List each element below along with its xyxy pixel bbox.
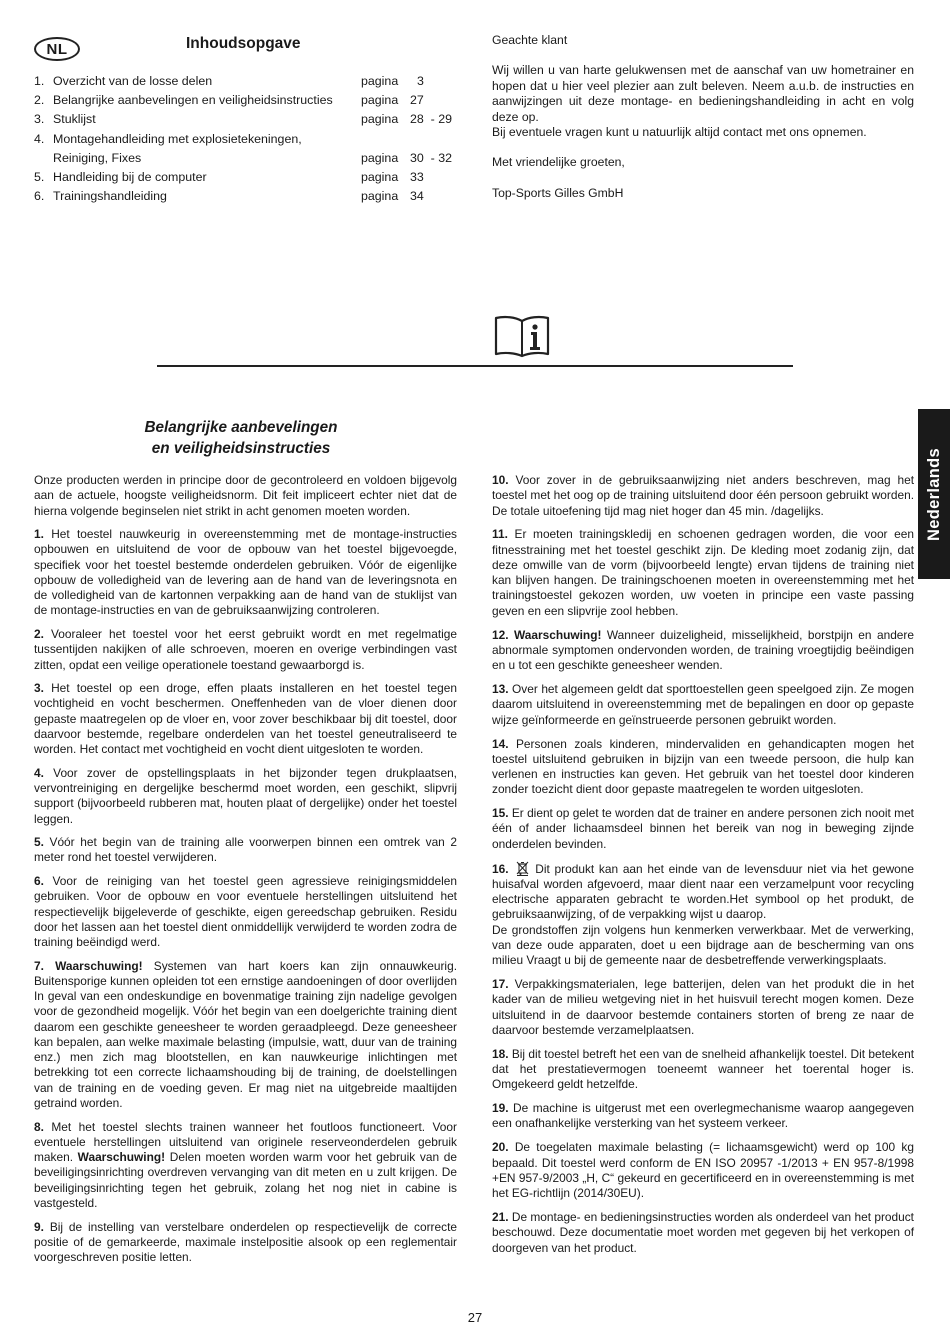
instruction-8: 8. Met het toestel slechts trainen wanneer het foutloos functioneert. Voor eventuele herstellingen uitsluitend van originele reserveonderdelen gebruik maken. Waarschuwing! Delen moeten worden warm voor het gebruik van de beveiligingsinrichting overdreven vervanging van dit meten en u zult krijgen. De beveiligingsinrichting tegen het gebruik, zolang het nog niet in cabine is vastgesteld. xyxy=(34,1119,457,1210)
instruction-5: 5. Vóór het begin van de training alle voorwerpen binnen een omtrek van 2 meter rond het toestel verwijderen. xyxy=(34,835,457,865)
manual-info-icon xyxy=(493,314,551,358)
instruction-3: 3. Het toestel op een droge, effen plaats installeren en het toestel tegen vochtigheid en vocht beschermen. Oneffenheden van de vloer dienen door gepaste maatregelen op de vloer en, voor zover beschikbaar bij dit toestel, door daarvoor bestemde, regelbare onderdelen van het toestel geneutraliseerd te worden. Het contact met vochtigheid en vocht dient uitgesloten te worden. xyxy=(34,681,457,757)
toc-item: 3. Stuklijst pagina 28 - 29 xyxy=(34,112,453,127)
instruction-4: 4. Voor zover de opstellingsplaats in het bijzonder tegen drukplaatsen, vervontreiniging en dergelijke beschermd moet worden, een geschikt, slipvrij support (bijvoorbeeld rubberen mat, houten plaat of dergelijke) onder het toestel leggen. xyxy=(34,765,457,826)
section-divider xyxy=(157,365,793,367)
left-column xyxy=(34,473,457,1274)
instruction-15: 15. Er dient op gelet te worden dat de trainer en andere personen zich nooit met één of ander lichaamsdeel binnen het bereik van nog in beweging zijnde onderdelen bevinden. xyxy=(492,806,914,851)
instruction-21: 21. De montage- en bedieningsinstructies worden als onderdeel van het product beschouwd. Deze documentatie moet worden met gegeven bij het verkopen of doorgeven van het product. xyxy=(492,1210,914,1255)
instruction-2: 2. Vooraleer het toestel voor het eerst gebruikt wordt en met regelmatige tussentijden nakijken of alle schroeven, moeren en overige verbindingen vast zitten, opdat een veilige operationele toestand gewaarborgd is. xyxy=(34,627,457,672)
toc-item: 6. Trainingshandleiding pagina 34 xyxy=(34,189,424,204)
section-title: Belangrijke aanbevelingen en veiligheidsinstructies xyxy=(144,419,338,457)
instruction-13: 13. Over het algemeen geldt dat sporttoestellen geen speelgoed zijn. Ze mogen daarom uitsluitend in overeenstemming met de bepalingen en door op gepaste wijze geïnformeerde en geïnstrueerde personen gebruikt worden. xyxy=(492,682,914,727)
instruction-14: 14. Personen zoals kinderen, mindervaliden en gehandicapten mogen het toestel uitsluitend gebruiken in bijzijn van een tweede persoon, die hulp kan verlenen en instructies kan geven. Het gebruik van het toestel door kinderen zonder toezicht dient door gepaste maatregelen te worden uitgesloten. xyxy=(492,736,914,797)
toc-item: 5. Handleiding bij de computer pagina 33 xyxy=(34,170,424,185)
greeting-body: Wij willen u van harte gelukwensen met de aanschaf van uw hometrainer en hopen dat u hier veel plezier aan zult beleven. Neem a.u.b. de instructies en aanwijzingen uit deze montage- en bedieningshandleiding in acht en volg deze op. Bij eventuele vragen kunt u natuurlijk altijd contact met ons opnemen. xyxy=(492,63,914,140)
instruction-6: 6. Voor de reiniging van het toestel geen agressieve reinigingsmiddelen gebruiken. Voor de opbouw en voor eventuele herstellingen uitsluitend het respectievelijk bijgeleverde of geschikte, eigen gereedschap gebruiken. Residu door het lassen aan het toestel dient onmiddellijk verwijderd te worden zodra de training beëindigd werd. xyxy=(34,874,457,950)
toc-item: 1. Overzicht van de losse delen pagina 3 xyxy=(34,74,424,88)
crossed-out-wheelie-bin-icon xyxy=(516,861,529,876)
table-of-contents xyxy=(34,72,464,206)
instruction-18: 18. Bij dit toestel betreft het een van de snelheid afhankelijk toestel. Dit betekent dat het prestatievermogen toeneemt wanneer het toerental hoger is. Omgekeerd geldt hetzelfde. xyxy=(492,1046,914,1092)
instruction-19: 19. De machine is uitgerust met een overlegmechanisme waarop aangegeven een onafhankelijke versterking van het systeem verkeer. xyxy=(492,1101,914,1131)
company-name: Top-Sports Gilles GmbH xyxy=(492,186,624,201)
instruction-7: 7. Waarschuwing! Systemen van hart koers kan zijn onnauwkeurig. Buitensporige kunnen opleiden tot een ernstige aandoeningen of door overlijden In geval van een ondeskundige en bovenmatige training zijn nadelige gevolgen voor de gezondheid mogelijk. Vóór het begin van een doelgerichte training dient daarom een geschikte geneesheer te worden geraadpleegd. Deze geneesheer kan bepalen, aan welke maximale belasting (impulsie, watt, duur van de training enz.) men zich mag blootstellen, en kan nauwkeurige inlichtingen met betrekking tot een correcte lichaamshouding bij de training, de doelstellingen van de training en de voeding geven. Er mag niet na uitgebreide maaltijden getraind worden. xyxy=(34,958,457,1110)
page-number: 27 xyxy=(467,1310,483,1325)
salutation: Geachte klant xyxy=(492,33,568,47)
toc-item: 4. Montagehandleiding met explosietekeningen, xyxy=(34,131,302,146)
instruction-20: 20. De toegelaten maximale belasting (= lichaamsgewicht) werd op 100 kg bepaald. Dit toestel werd conform de EN ISO 20957 -1/2013 + EN 957-8/1998 +EN 957-9/2003 „H, C“ gekeurd en gecertificeerd en in overeenstemming is met het EG-richtlijn (2014/30EU). xyxy=(492,1140,914,1201)
instruction-9: 9. Bij de instelling van verstelbare onderdelen op respectievelijk de correcte positie of de gemarkeerde, maximale instelpositie alsook op een reglementair voorgeschreven positie letten. xyxy=(34,1219,457,1265)
instruction-1: 1. Het toestel nauwkeurig in overeenstemming met de montage-instructies opbouwen en uitsluitend de voor de opbouw van het toestel bijgevoegde, specifiek voor het toestel bestemde onderdelen gebruiken. Vóór de eigenlijke opbouw de volledigheid van de levering aan de hand van de leveringsnota en de volledigheid van de kartonnen verpakking aan de hand van de stuklijst van de montage-instructies en van de gebruiksaanwijzing controleren. xyxy=(34,527,458,618)
toc-item: Reiniging, Fixes pagina 30 - 32 xyxy=(53,150,453,165)
toc-title: Inhoudsopgave xyxy=(186,35,301,52)
instruction-10: 10. Voor zover in de gebruiksaanwijzing niet anders beschreven, mag het toestel met het oog op de training uitsluitend door één persoon gebruikt worden. De totale uitoefening tijd mag niet hoger dan 45 min. /dagelijks. xyxy=(492,473,914,518)
instruction-17: 17. Verpakkingsmaterialen, lege batterijen, delen van het produkt die in het kader van de milieu wetgeving niet in het huisvuil terecht mogen komen. Deze uitsluitend in de daarvoor bestemde containers storten of breng ze naar de daarvoor bestemde verzamelplaatsen. xyxy=(492,977,914,1037)
toc-item: 2. Belangrijke aanbevelingen en veiligheidsinstructies pagina 27 xyxy=(34,93,424,108)
instruction-11: 11. Er moeten trainingskledij en schoenen gedragen worden, die voor een fitnesstraining met het toestel geschikt zijn. De kleding moet zodanig zijn, dat deze omwille van de vorm (bijvoorbeeld lengte) ervan tijdens de training niet kan blijven hangen. De trainingschoenen moeten in overeenstemming met het trainingstoestel gekozen worden, uw voeten in principe een vaste passing geven en een slipvrije zool hebben. xyxy=(492,527,914,618)
language-side-tab: Nederlands xyxy=(918,409,950,579)
greeting-letter xyxy=(492,33,914,217)
intro-paragraph: Onze producten werden in principe door de gecontroleerd en voldoen bijgevolg aan de actuele, hoogste veiligheidsnorm. Dit feit impliceert echter niet dat de hierna volgende beginselen niet strikt in acht genomen moeten worden. xyxy=(34,473,457,518)
instruction-16: 16. Dit produkt kan aan het einde van de levensduur niet via het gewone huisafval worden afgevoerd, maar dient naar een verzamelpunt voor recycling electrische apparaten gebracht te worden.Het symbool op het produkt, de gebruiksaanwijzing, of de verpakking wijst u daarop. De grondstoffen zijn volgens hun kenmerken verwerkbaar. Met de verwerking, van deze oude apparaten, doet u een bijdrage aan de bescherming van ons milieu Vraagt u bij de gemeente naar de desbetreffende verwerkingsplaats. xyxy=(492,861,914,968)
closing: Met vriendelijke groeten, xyxy=(492,155,625,170)
instruction-12: 12. Waarschuwing! Wanneer duizeligheid, misselijkheid, borstpijn en andere abnormale symptomen ondervonden worden, de training vroegtijdig beëindigen en u tot een geschikte geneesheer wenden. xyxy=(492,627,914,673)
language-badge: NL xyxy=(34,37,80,61)
right-column xyxy=(492,473,914,1265)
